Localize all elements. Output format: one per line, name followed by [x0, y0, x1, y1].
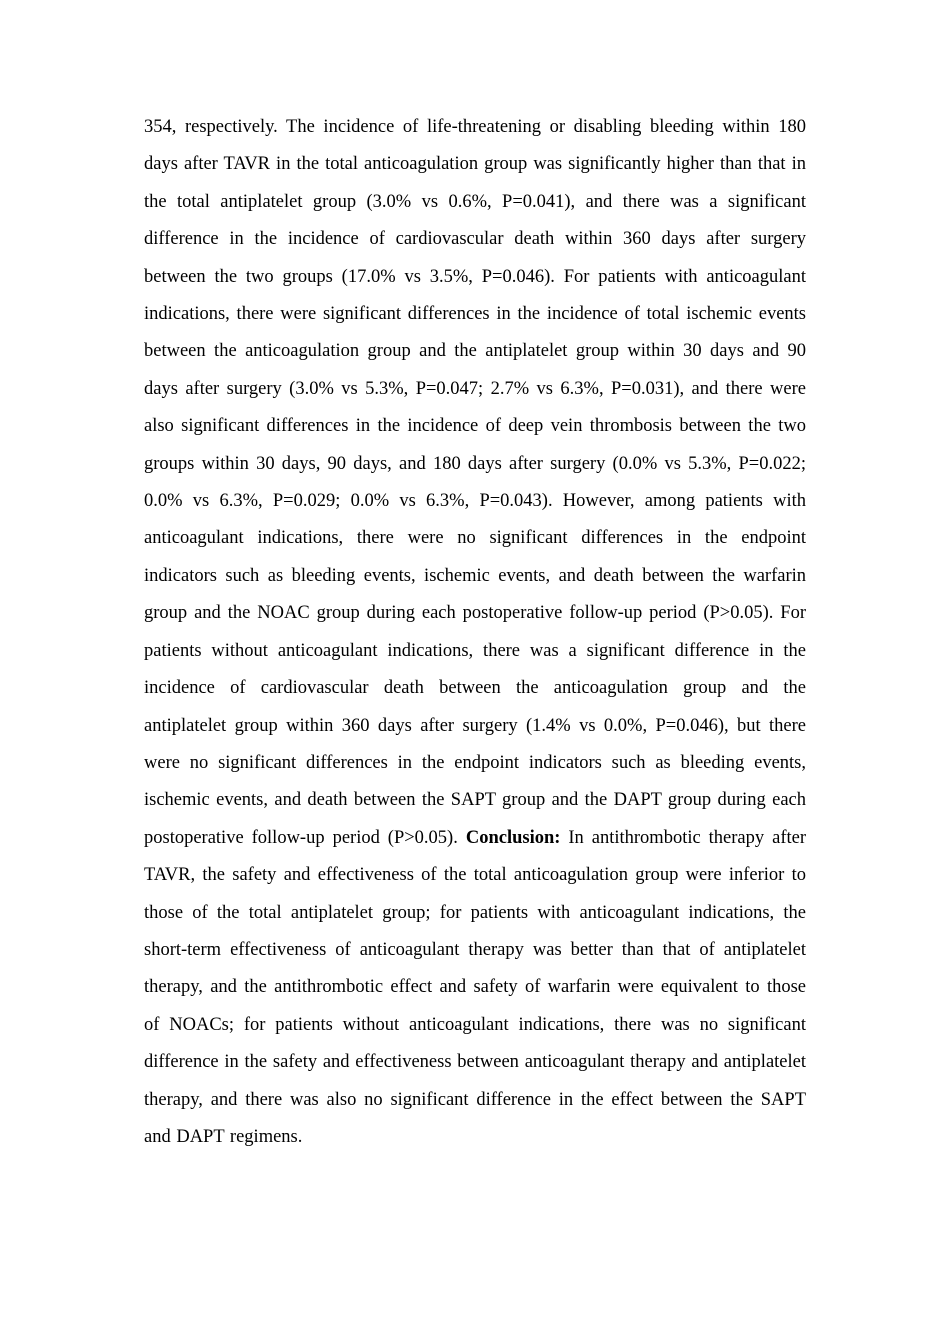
conclusion-label: Conclusion: — [465, 827, 561, 848]
conclusion-text: In antithrombotic therapy after TAVR, the safety and effectiveness of the total anticoagulation group were inferior to those of the total antiplatelet group; for patients with anticoagulant indications, the short-term effectiveness of anticoagulant therapy was better than that of antiplatelet therapy, and the antithrombotic effect and safety of warfarin were equivalent to those of NOACs; for patients without anticoagulant indications, there was no significant difference in the safety and effectiveness between anticoagulant therapy and antiplatelet therapy, and there was also no significant difference in the effect between the SAPT and DAPT regimens. — [144, 827, 806, 1147]
abstract-paragraph — [144, 109, 806, 1156]
results-text: 354, respectively. The incidence of life-threatening or disabling bleeding within 180 days after TAVR in the total anticoagulation group was significantly higher than that in the total antiplatelet group (3.0% vs 0.6%, P=0.041), and there was a significant difference in the incidence of cardiovascular death within 360 days after surgery between the two groups (17.0% vs 3.5%, P=0.046). For patients with anticoagulant indications, there were significant differences in the incidence of total ischemic events between the anticoagulation group and the antiplatelet group within 30 days and 90 days after surgery (3.0% vs 5.3%, P=0.047; 2.7% vs 6.3%, P=0.031), and there were also significant differences in the incidence of deep vein thrombosis between the two groups within 30 days, 90 days, and 180 days after surgery (0.0% vs 5.3%, P=0.022; 0.0% vs 6.3%, P=0.029; 0.0% vs 6.3%, P=0.043). However, among patients with anticoagulant indications, there were no significant differences in the endpoint indicators such as bleeding events, ischemic events, and death between the warfarin group and the NOAC group during each postoperative follow-up period (P>0.05). For patients without anticoagulant indications, there was a significant difference in the incidence of cardiovascular death between the anticoagulation group and the antiplatelet group within 360 days after surgery (1.4% vs 0.0%, P=0.046), but there were no significant differences in the endpoint indicators such as bleeding events, ischemic events, and death between the SAPT group and the DAPT group during each postoperative follow-up period (P>0.05). — [144, 117, 806, 848]
document-page — [144, 109, 806, 1156]
